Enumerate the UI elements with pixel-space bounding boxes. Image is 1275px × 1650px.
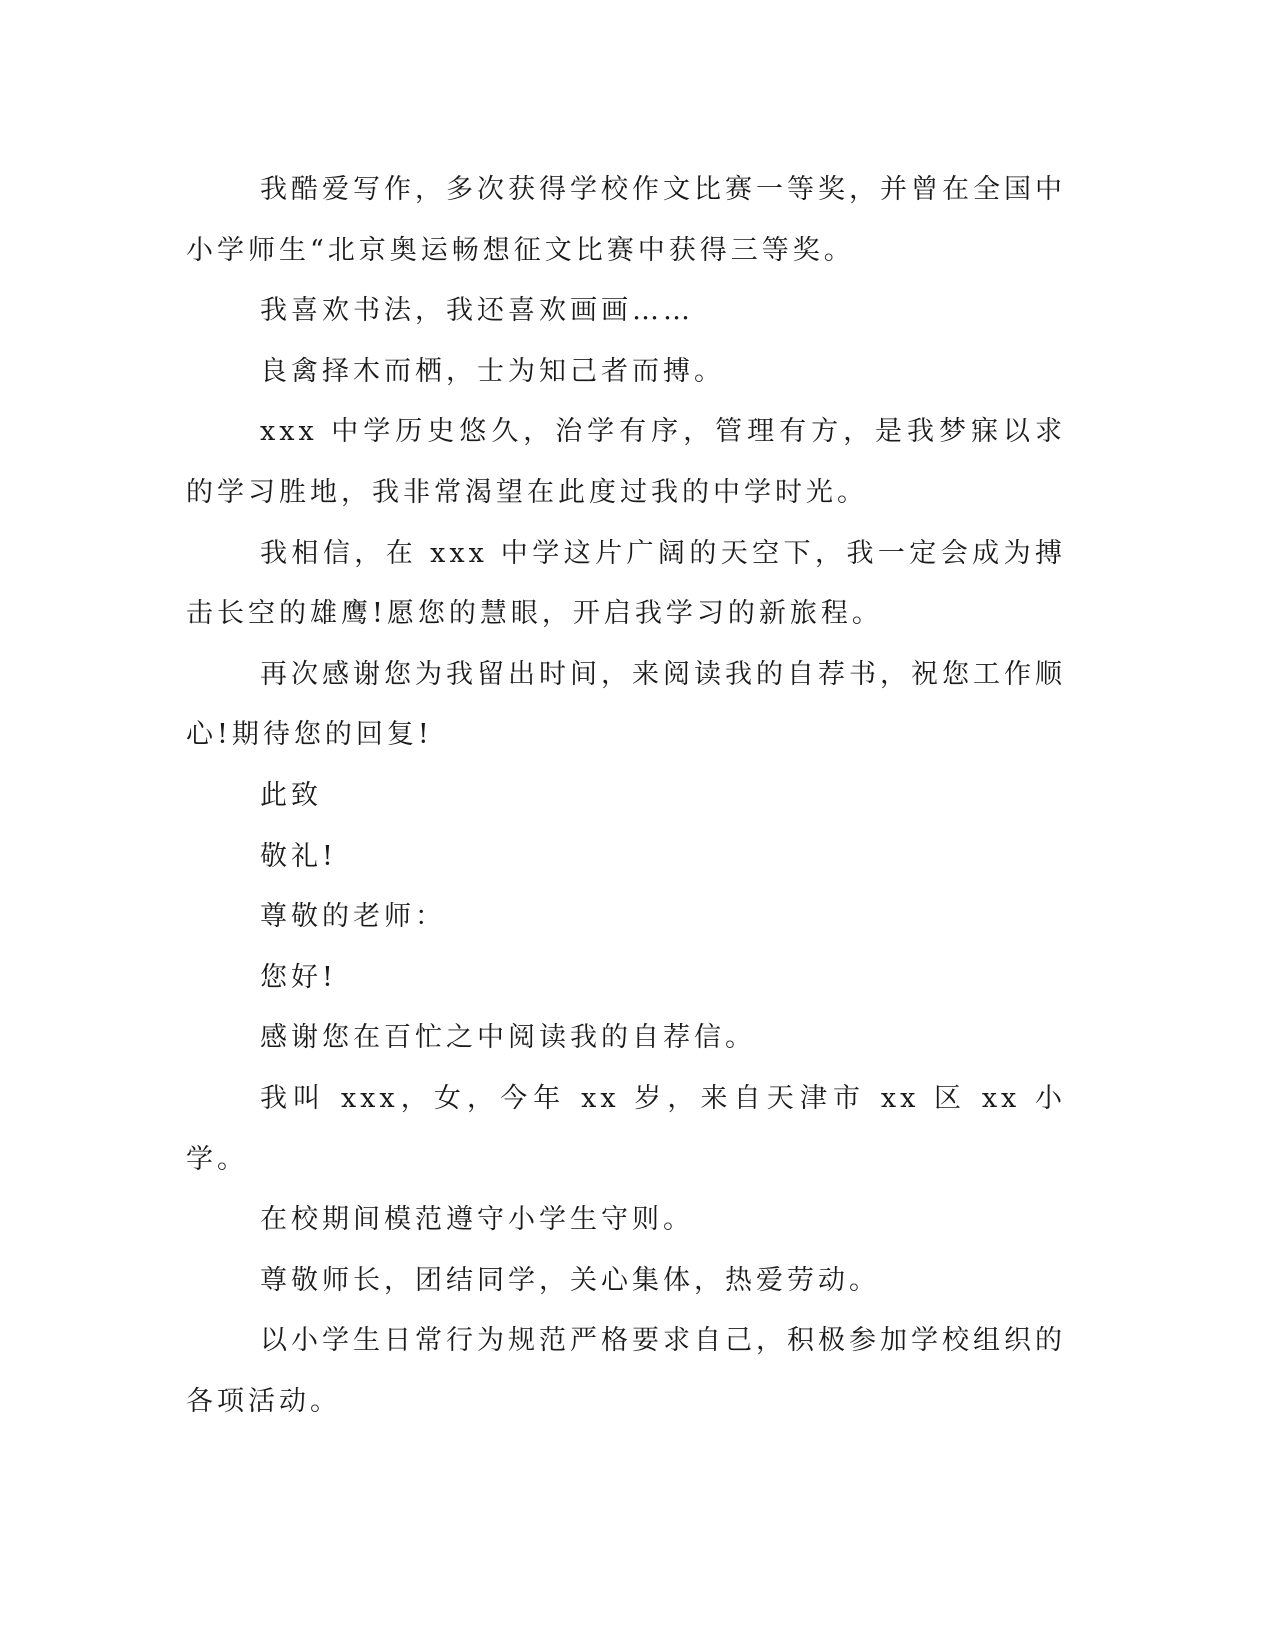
letter-body (186, 160, 1066, 1432)
closing-salutation: 此致 (260, 779, 322, 811)
paragraph-character: 尊敬师长，团结同学，关心集体，热爱劳动。 (260, 1264, 880, 1296)
paragraph-writing-awards: 我酷爱写作，多次获得学校作文比赛一等奖，并曾在全国中小学师生“北京奥运畅想征文比赛中获得三等奖。 (186, 174, 1066, 266)
greeting-hello: 您好! (260, 961, 337, 993)
paragraph-proverb: 良禽择木而栖，士为知己者而搏。 (260, 355, 725, 387)
paragraph-hobbies: 我喜欢书法，我还喜欢画画…… (260, 295, 694, 327)
paragraph-confidence: 我相信，在 xxx 中学这片广阔的天空下，我一定会成为搏击长空的雄鹰!愿您的慧眼，开启我学习的新旅程。 (186, 537, 1066, 630)
paragraph-appreciation: 感谢您在百忙之中阅读我的自荐信。 (260, 1022, 756, 1054)
paragraph-school-praise: xxx 中学历史悠久，治学有序，管理有方，是我梦寐以求的学习胜地，我非常渴望在此度过我的中学时光。 (186, 416, 1066, 508)
paragraph-activities: 以小学生日常行为规范严格要求自己，积极参加学校组织的各项活动。 (186, 1325, 1066, 1417)
closing-regards: 敬礼! (260, 840, 337, 872)
greeting-addressee: 尊敬的老师： (260, 901, 446, 933)
paragraph-thanks: 再次感谢您为我留出时间，来阅读我的自荐书，祝您工作顺心!期待您的回复! (186, 658, 1066, 751)
paragraph-rules: 在校期间模范遵守小学生守则。 (260, 1204, 694, 1236)
paragraph-introduction: 我叫 xxx，女，今年 xx 岁，来自天津市 xx 区 xx 小学。 (186, 1082, 1066, 1175)
